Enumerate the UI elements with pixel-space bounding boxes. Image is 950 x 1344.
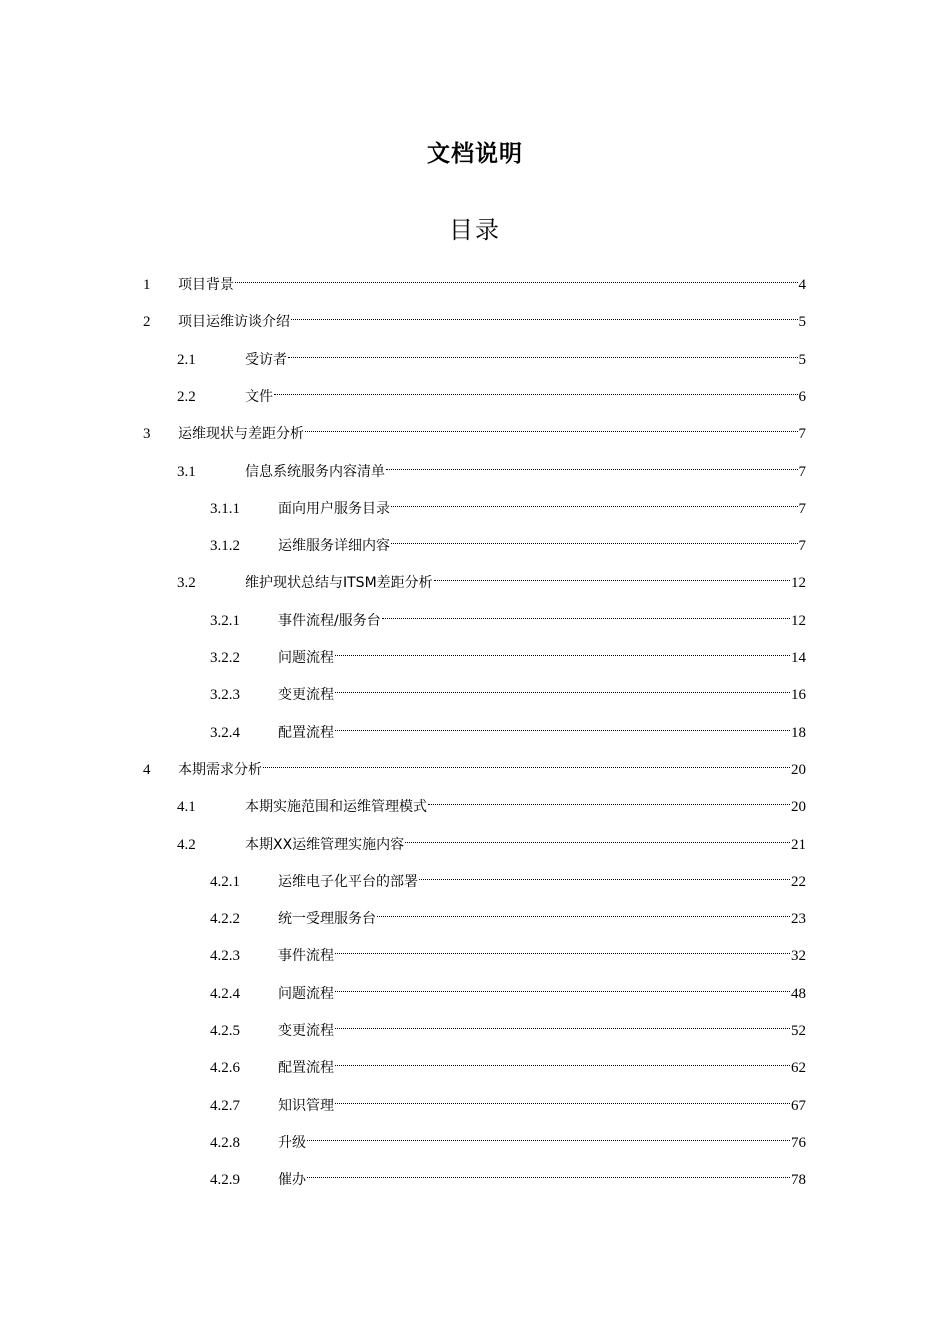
- toc-entry[interactable]: [143, 302, 806, 331]
- toc-entry-page-number: 20: [791, 799, 806, 816]
- toc-dot-leader: [335, 1086, 790, 1110]
- toc-entry-number: 2.1: [177, 351, 196, 368]
- toc-entry-number: 3.2.1: [210, 612, 240, 629]
- toc-entry[interactable]: [210, 638, 806, 666]
- toc-dot-leader: [307, 1160, 790, 1184]
- toc-entry[interactable]: [177, 340, 806, 368]
- toc-entry[interactable]: [210, 936, 806, 965]
- toc-dot-leader: [307, 1123, 790, 1147]
- toc-dot-leader: [274, 377, 798, 401]
- toc-dot-leader: [335, 1011, 790, 1035]
- toc-entry[interactable]: [177, 825, 806, 853]
- toc-dot-leader: [419, 862, 790, 886]
- toc-entry-number: 3.2.3: [210, 687, 240, 704]
- toc-entry-page-number: 6: [798, 388, 806, 405]
- toc-entry-title: 事件流程/服务台: [278, 612, 381, 629]
- toc-dot-leader: [335, 675, 790, 699]
- toc-entry-title: 运维电子化平台的部署: [278, 873, 418, 890]
- toc-dot-leader: [335, 638, 790, 662]
- toc-entry-page-number: 32: [791, 948, 806, 965]
- toc-entry-page-number: 20: [791, 761, 806, 778]
- toc-entry-title: 统一受理服务台: [278, 911, 376, 928]
- toc-entry-page-number: 4: [798, 277, 806, 293]
- toc-entry[interactable]: [177, 787, 806, 816]
- toc-entry-page-number: 14: [791, 650, 806, 666]
- toc-entry-number: 4.2: [177, 836, 196, 853]
- toc-entry[interactable]: [177, 377, 806, 405]
- toc-entry-page-number: 16: [791, 687, 806, 704]
- toc-entry-title: 项目背景: [178, 277, 234, 293]
- toc-entry-page-number: 12: [791, 575, 806, 592]
- toc-dot-leader: [288, 340, 798, 364]
- toc-entry[interactable]: [210, 899, 806, 928]
- toc-entry-number: 3.2.4: [210, 724, 240, 741]
- toc-entry-title: 问题流程: [278, 650, 334, 666]
- toc-entry[interactable]: [210, 1160, 806, 1189]
- toc-dot-leader: [377, 899, 790, 923]
- toc-entry-page-number: 18: [791, 724, 806, 741]
- toc-entry-number: 4: [143, 761, 151, 778]
- toc-entry[interactable]: [143, 414, 806, 443]
- toc-entry-page-number: 7: [798, 463, 806, 480]
- toc-entry[interactable]: [210, 1011, 806, 1039]
- toc-entry-title: 知识管理: [278, 1097, 334, 1114]
- toc-entry-page-number: 78: [791, 1172, 806, 1189]
- toc-entry-page-number: 12: [791, 612, 806, 629]
- toc-entry-title: 升级: [278, 1134, 306, 1151]
- toc-entry-number: 3.1.2: [210, 538, 240, 555]
- toc-entry-title: 受访者: [245, 351, 287, 368]
- toc-entry-number: 4.2.6: [210, 1060, 240, 1077]
- toc-entry-page-number: 7: [798, 500, 806, 517]
- toc-entry-page-number: 22: [791, 873, 806, 890]
- toc-entry-title: 配置流程: [278, 724, 334, 741]
- toc-entry-title: 本期需求分析: [178, 761, 262, 778]
- toc-entry-number: 4.2.4: [210, 985, 240, 1002]
- toc-entry-number: 2.2: [177, 388, 196, 405]
- toc-entry[interactable]: [210, 675, 806, 704]
- toc-dot-leader: [235, 265, 798, 289]
- toc-entry-number: 3: [143, 426, 151, 443]
- toc-entry[interactable]: [210, 601, 806, 629]
- toc-entry-title: 本期实施范围和运维管理模式: [245, 799, 427, 816]
- toc-entry-number: 3.2.2: [210, 650, 240, 666]
- toc-entry-title: 催办: [278, 1172, 306, 1189]
- toc-entry-page-number: 23: [791, 911, 806, 928]
- toc-entry-number: 4.2.8: [210, 1134, 240, 1151]
- toc-entry-title: 运维现状与差距分析: [178, 426, 304, 443]
- toc-dot-leader: [386, 452, 798, 476]
- toc-entry-page-number: 21: [791, 836, 806, 853]
- toc-dot-leader: [335, 1048, 790, 1072]
- toc-entry-page-number: 48: [791, 985, 806, 1002]
- toc-entry-page-number: 5: [798, 314, 806, 331]
- toc-heading: 目录: [449, 216, 501, 244]
- toc-entry-page-number: 76: [791, 1134, 806, 1151]
- toc-entry-page-number: 67: [791, 1097, 806, 1114]
- toc-entry[interactable]: [210, 1086, 806, 1114]
- toc-dot-leader: [335, 713, 790, 737]
- toc-entry[interactable]: [210, 489, 806, 517]
- toc-dot-leader: [382, 601, 790, 625]
- toc-entry-page-number: 7: [798, 426, 806, 443]
- toc-entry-page-number: 62: [791, 1060, 806, 1077]
- toc-entry-page-number: 7: [798, 538, 806, 555]
- toc-entry[interactable]: [210, 862, 806, 890]
- toc-entry-number: 2: [143, 314, 151, 331]
- toc-entry[interactable]: [143, 750, 806, 778]
- toc-entry[interactable]: [210, 974, 806, 1002]
- toc-dot-leader: [305, 414, 798, 438]
- toc-entry-number: 3.2: [177, 575, 196, 592]
- toc-entry-number: 4.2.7: [210, 1097, 240, 1114]
- toc-dot-leader: [335, 974, 790, 998]
- toc-entry-number: 3.1: [177, 463, 196, 480]
- toc-entry-number: 3.1.1: [210, 500, 240, 517]
- toc-dot-leader: [405, 825, 790, 849]
- toc-entry[interactable]: [210, 713, 806, 741]
- toc-entry-number: 4.1: [177, 799, 196, 816]
- toc-entry-number: 4.2.9: [210, 1172, 240, 1189]
- toc-entry[interactable]: [177, 452, 806, 480]
- toc-entry-title: 运维服务详细内容: [278, 538, 390, 555]
- toc-entry-page-number: 52: [791, 1023, 806, 1039]
- toc-entry[interactable]: [210, 1048, 806, 1077]
- toc-entry-number: 4.2.3: [210, 948, 240, 965]
- toc-dot-leader: [434, 563, 790, 587]
- toc-entry-title: 问题流程: [278, 985, 334, 1002]
- toc-entry-title: 变更流程: [278, 1023, 334, 1039]
- toc-entry-number: 1: [143, 277, 151, 293]
- toc-entry-title: 维护现状总结与ITSM差距分析: [245, 575, 433, 592]
- toc-entry-title: 文件: [245, 388, 273, 405]
- toc-dot-leader: [391, 489, 798, 513]
- toc-entry[interactable]: [210, 526, 806, 555]
- toc-dot-leader: [335, 936, 790, 960]
- toc-entry-title: 本期XX运维管理实施内容: [245, 836, 405, 853]
- toc-entry-number: 4.2.5: [210, 1023, 240, 1039]
- toc-entry-number: 4.2.2: [210, 911, 240, 928]
- toc-dot-leader: [291, 302, 798, 326]
- document-title: 文档说明: [427, 141, 523, 167]
- toc-entry-title: 项目运维访谈介绍: [178, 314, 290, 331]
- toc-entry-title: 变更流程: [278, 687, 334, 704]
- toc-entry-title: 面向用户服务目录: [278, 500, 390, 517]
- toc-entry-page-number: 5: [798, 351, 806, 368]
- toc-entry-title: 配置流程: [278, 1060, 334, 1077]
- toc-entry[interactable]: [210, 1123, 806, 1151]
- toc-entry[interactable]: [177, 563, 806, 592]
- toc-dot-leader: [428, 787, 790, 811]
- toc-entry-title: 事件流程: [278, 948, 334, 965]
- toc-entry-number: 4.2.1: [210, 873, 240, 890]
- toc-dot-leader: [391, 526, 798, 550]
- toc-entry-title: 信息系统服务内容清单: [245, 463, 385, 480]
- toc-dot-leader: [263, 750, 790, 774]
- toc-entry[interactable]: [143, 265, 806, 293]
